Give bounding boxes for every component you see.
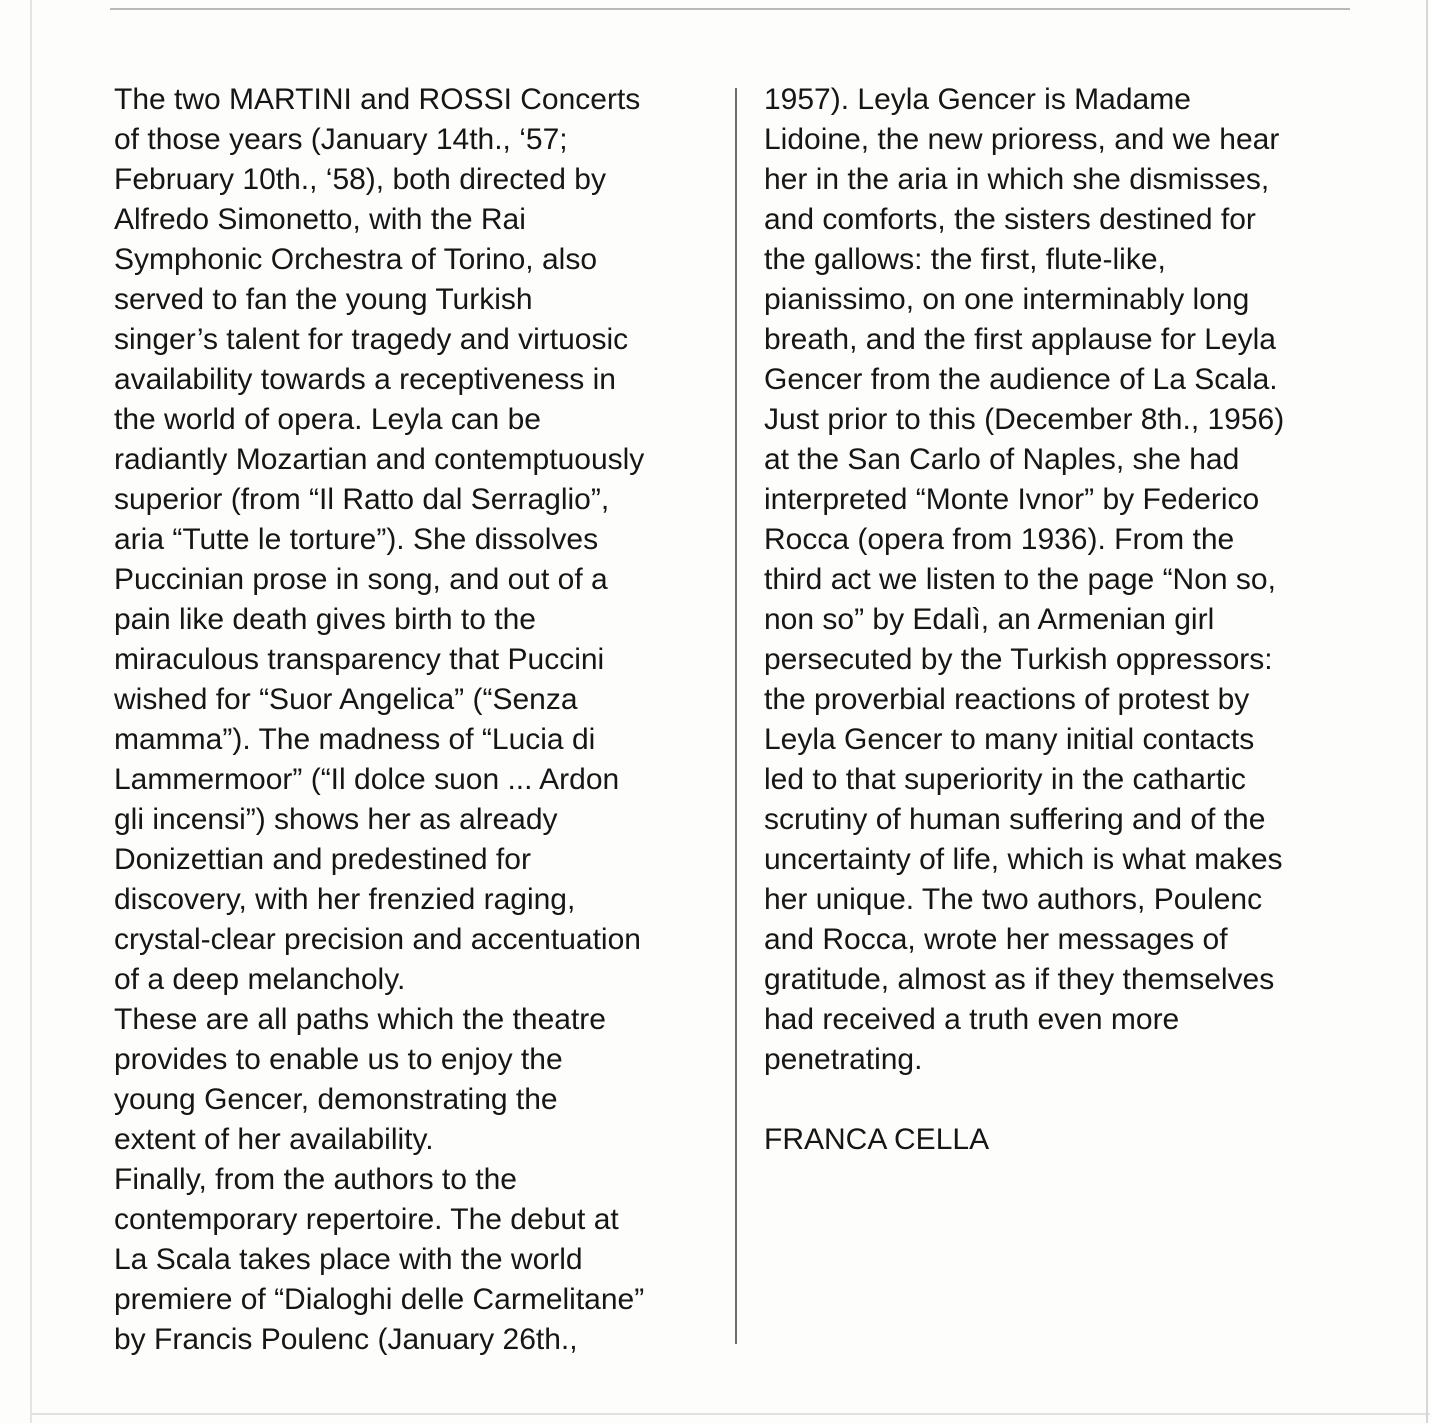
text-line: La Scala takes place with the world [114,1243,583,1276]
text-line: gli incensi”) shows her as already [114,803,558,836]
text-line: Just prior to this (December 8th., 1956) [764,403,1285,436]
text-line: availability towards a receptiveness in [114,363,616,396]
text-line: the world of opera. Leyla can be [114,403,541,436]
text-line: Leyla Gencer to many initial contacts [764,723,1255,756]
text-line: mamma”). The madness of “Lucia di [114,723,596,756]
text-line: discovery, with her frenzied raging, [114,883,576,916]
text-line: Alfredo Simonetto, with the Rai [114,203,526,236]
text-line: Lidoine, the new prioress, and we hear [764,123,1280,156]
text-line: extent of her availability. [114,1123,434,1156]
text-line: 1957). Leyla Gencer is Madame [764,83,1191,116]
text-line: young Gencer, demonstrating the [114,1083,558,1116]
text-line: premiere of “Dialoghi delle Carmelitane” [114,1283,645,1316]
text-line: led to that superiority in the cathartic [764,763,1246,796]
text-line: February 10th., ‘58), both directed by [114,163,606,196]
text-line: radiantly Mozartian and contemptuously [114,443,645,476]
text-line: provides to enable us to enjoy the [114,1043,563,1076]
text-line: of a deep melancholy. [114,963,406,996]
text-line: the proverbial reactions of protest by [764,683,1250,716]
scan-edge-left [30,0,32,1423]
author-signature: FRANCA CELLA [764,1123,990,1156]
text-line: Finally, from the authors to the [114,1163,517,1196]
text-line: miraculous transparency that Puccini [114,643,605,676]
text-line: third act we listen to the page “Non so, [764,563,1276,596]
right-text-column [764,80,1284,1160]
text-line: had received a truth even more [764,1003,1180,1036]
text-line: aria “Tutte le torture”). She dissolves [114,523,599,556]
text-line: contemporary repertoire. The debut at [114,1203,619,1236]
text-line: served to fan the young Turkish [114,283,533,316]
text-line: Puccinian prose in song, and out of a [114,563,608,596]
text-line: pain like death gives birth to the [114,603,536,636]
text-line: Rocca (opera from 1936). From the [764,523,1235,556]
text-line: and Rocca, wrote her messages of [764,923,1228,956]
text-line: her unique. The two authors, Poulenc [764,883,1263,916]
text-line: persecuted by the Turkish oppressors: [764,643,1273,676]
text-line: singer’s talent for tragedy and virtuosic [114,323,629,356]
text-line: Symphonic Orchestra of Torino, also [114,243,598,276]
text-line: penetrating. [764,1043,923,1076]
text-line: of those years (January 14th., ‘57; [114,123,568,156]
text-line: non so” by Edalì, an Armenian girl [764,603,1215,636]
text-line: the gallows: the first, flute-like, [764,243,1166,276]
left-text-column [114,80,644,1360]
text-line: by Francis Poulenc (January 26th., [114,1323,578,1356]
text-line: wished for “Suor Angelica” (“Senza [114,683,578,716]
text-line: scrutiny of human suffering and of the [764,803,1266,836]
text-line: The two MARTINI and ROSSI Concerts [114,83,641,116]
text-line: superior (from “Il Ratto dal Serraglio”, [114,483,610,516]
text-line: at the San Carlo of Naples, she had [764,443,1240,476]
scan-edge-top [110,8,1350,10]
text-line: These are all paths which the theatre [114,1003,606,1036]
text-line: Lammermoor” (“Il dolce suon ... Ardon [114,763,620,796]
text-line: Donizettian and predestined for [114,843,531,876]
column-divider [735,88,737,1344]
text-line: and comforts, the sisters destined for [764,203,1256,236]
text-line: Gencer from the audience of La Scala. [764,363,1278,396]
scan-edge-right [1426,0,1428,1423]
text-line: pianissimo, on one interminably long [764,283,1250,316]
text-line: uncertainty of life, which is what makes [764,843,1283,876]
text-line: interpreted “Monte Ivnor” by Federico [764,483,1260,516]
scan-edge-bottom [30,1413,1430,1415]
text-line: breath, and the first applause for Leyla [764,323,1276,356]
text-line: gratitude, almost as if they themselves [764,963,1275,996]
text-line: her in the aria in which she dismisses, [764,163,1270,196]
text-line: crystal-clear precision and accentuation [114,923,641,956]
